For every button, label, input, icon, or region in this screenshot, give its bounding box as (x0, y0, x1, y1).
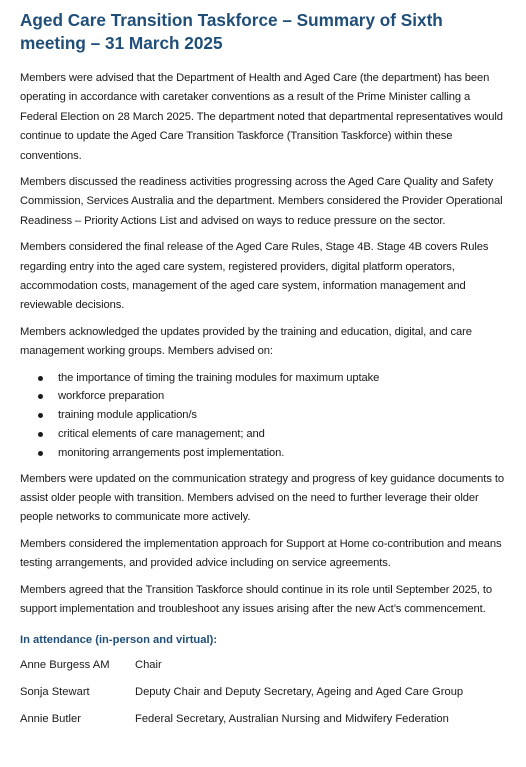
list-item-text: monitoring arrangements post implementation. (58, 446, 285, 459)
paragraph-communication: Members were updated on the communication strategy and progress of key guidance documents to assist older people with transition. Members advised on the need to further leverage their older people networks to communicate more actively. (20, 472, 504, 524)
attendee-name: Annie Butler (20, 712, 81, 725)
list-item (20, 406, 510, 425)
paragraph-caretaker: Members were advised that the Department of Health and Aged Care (the department) has been operating in accordance with caretaker conventions as a result of the Prime Minister calling a Federal Election on 28 March 2025. The department noted that departmental representatives would continue to update the Aged Care Transition Taskforce (Transition Taskforce) within these conventions. (20, 72, 503, 162)
list-item (20, 387, 510, 406)
attendee-name: Sonja Stewart (20, 685, 90, 698)
attendee-role: Chair (135, 658, 162, 671)
attendee-role: Federal Secretary, Australian Nursing and Midwifery Federation (135, 712, 449, 725)
bullet-icon (38, 413, 43, 418)
paragraph-support-at-home: Members considered the implementation approach for Support at Home co-contribution and means testing arrangements, and provided advice including on service agreements. (20, 537, 502, 570)
attendee-role: Deputy Chair and Deputy Secretary, Ageing and Aged Care Group (135, 685, 464, 698)
attendee-row (20, 657, 510, 673)
bullet-icon (38, 376, 43, 381)
attendee-row (20, 684, 510, 700)
bullet-icon (38, 394, 43, 399)
attendance-heading: In attendance (in-person and virtual): (20, 633, 218, 646)
list-item (20, 369, 510, 388)
attendee-row (20, 711, 510, 727)
paragraph-taskforce-continue: Members agreed that the Transition Taskforce should continue in its role until September 2025, to support implementation and troubleshoot any issues arising after the new Act’s commencement. (20, 583, 493, 616)
paragraph-readiness: Members discussed the readiness activities progressing across the Aged Care Quality and Safety Commission, Services Australia and the department. Members considered the Provider Operational Readiness – Priority Actions List and advised on ways to reduce pressure on the sector. (20, 176, 503, 227)
document-title: Aged Care Transition Taskforce – Summary of Sixth meeting – 31 March 2025 (20, 10, 443, 53)
attendee-name: Anne Burgess AM (20, 658, 110, 671)
list-item (20, 425, 510, 444)
list-item-text: training module application/s (58, 409, 197, 422)
paragraph-rules-stage-4b: Members considered the final release of the Aged Care Rules, Stage 4B. Stage 4B covers Rules regarding entry into the aged care system, registered providers, digital platform operators, accommodation costs, management of the aged care system, information management and reviewable decisions. (20, 241, 489, 312)
paragraph-working-groups: Members acknowledged the updates provided by the training and education, digital, and care management working groups. Members advised on: (20, 325, 472, 358)
list-item (20, 444, 510, 463)
list-item-text: critical elements of care management; and (58, 428, 265, 441)
document-page (20, 9, 510, 738)
advice-bullet-list (20, 369, 510, 463)
list-item-text: workforce preparation (58, 390, 165, 403)
list-item-text: the importance of timing the training modules for maximum uptake (58, 371, 380, 384)
bullet-icon (38, 432, 43, 437)
bullet-icon (38, 451, 43, 456)
